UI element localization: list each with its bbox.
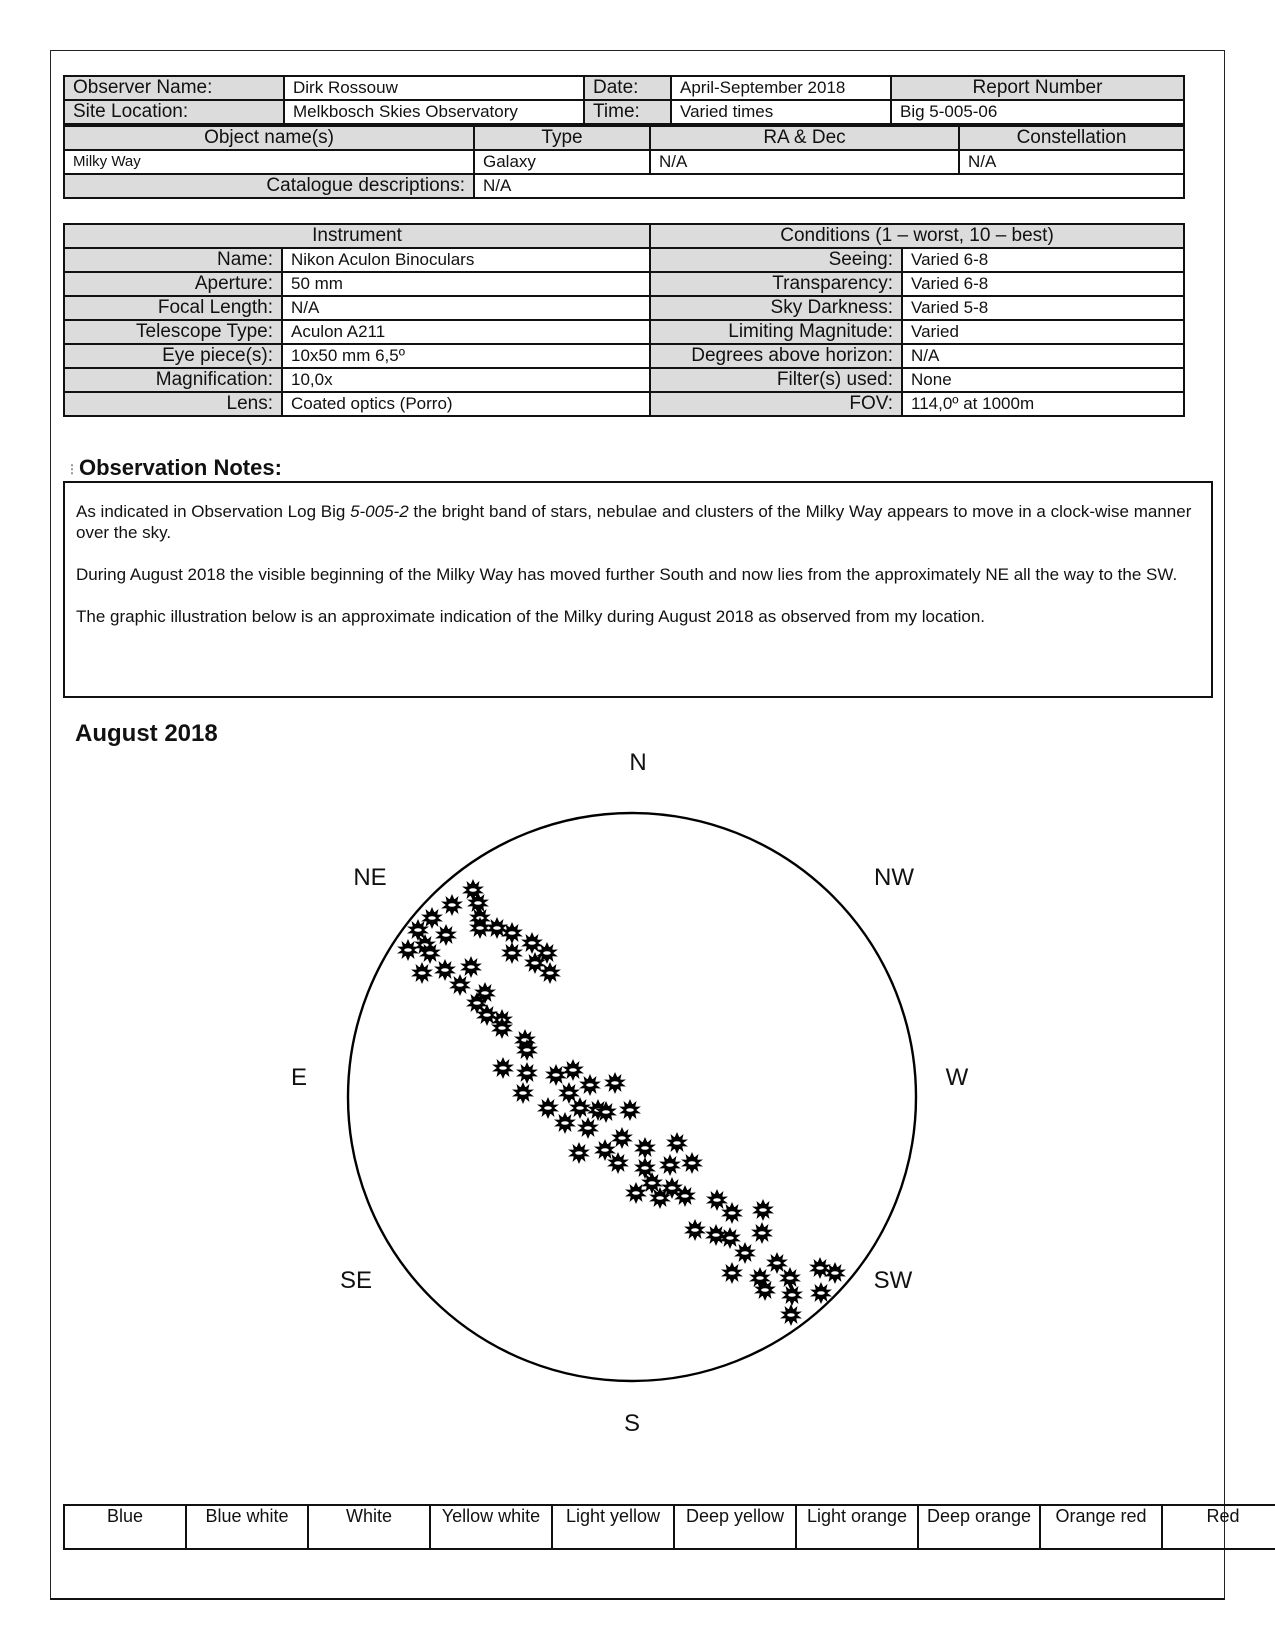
milky-way-stars — [397, 879, 846, 1326]
observer-label: Observer Name: — [64, 76, 284, 100]
date-label: Date: — [584, 76, 671, 100]
direction-e: E — [290, 1064, 308, 1091]
legend-light-orange: Light orange — [796, 1505, 918, 1549]
transparency-label: Transparency: — [650, 272, 902, 296]
sky-darkness-label: Sky Darkness: — [650, 296, 902, 320]
diagram-title: August 2018 — [75, 720, 218, 747]
observer-value: Dirk Rossouw — [284, 76, 584, 100]
legend-light-yellow: Light yellow — [552, 1505, 674, 1549]
constellation-value: N/A — [959, 150, 1184, 174]
magnification-label: Magnification: — [64, 368, 282, 392]
legend-blue-white: Blue white — [186, 1505, 308, 1549]
eyepiece-label: Eye piece(s): — [64, 344, 282, 368]
notes-paragraph-1: As indicated in Observation Log Big 5-005-2 the bright band of stars, nebulae and clusters of the Milky Way appears to move in a clock-wise manner over the sky. — [76, 502, 1192, 542]
direction-n: N — [629, 749, 647, 776]
observation-notes-title: ⋮Observation Notes: — [66, 455, 282, 480]
aperture-label: Aperture: — [64, 272, 282, 296]
ra-dec-header: RA & Dec — [650, 126, 959, 150]
legend-red: Red — [1162, 1505, 1275, 1549]
transparency-value: Varied 6-8 — [902, 272, 1184, 296]
ra-dec-value: N/A — [650, 150, 959, 174]
report-number-value: Big 5-005-06 — [891, 100, 1184, 124]
lens-value: Coated optics (Porro) — [282, 392, 650, 416]
telescope-type-label: Telescope Type: — [64, 320, 282, 344]
direction-sw: SW — [873, 1267, 913, 1294]
focal-length-label: Focal Length: — [64, 296, 282, 320]
legend-deep-orange: Deep orange — [918, 1505, 1040, 1549]
report-number-label: Report Number — [891, 76, 1184, 100]
direction-ne: NE — [353, 864, 387, 891]
instrument-name-label: Name: — [64, 248, 282, 272]
telescope-type-value: Aculon A211 — [282, 320, 650, 344]
filters-used-value: None — [902, 368, 1184, 392]
direction-se: SE — [339, 1267, 373, 1294]
notes-paragraph-3: The graphic illustration below is an approximate indication of the Milky during August 2018 as observed from my location. — [76, 607, 986, 626]
seeing-value: Varied 6-8 — [902, 248, 1184, 272]
time-value: Varied times — [671, 100, 891, 124]
filters-used-label: Filter(s) used: — [650, 368, 902, 392]
magnification-value: 10,0x — [282, 368, 650, 392]
date-value: April-September 2018 — [671, 76, 891, 100]
star-color-legend — [63, 1504, 1275, 1550]
conditions-header: Conditions (1 – worst, 10 – best) — [650, 224, 1184, 248]
legend-yellow-white: Yellow white — [430, 1505, 552, 1549]
focal-length-value: N/A — [282, 296, 650, 320]
eyepiece-value: 10x50 mm 6,5º — [282, 344, 650, 368]
object-name-value: Milky Way — [64, 150, 474, 174]
instrument-header: Instrument — [64, 224, 650, 248]
legend-deep-yellow: Deep yellow — [674, 1505, 796, 1549]
time-label: Time: — [584, 100, 671, 124]
notes-paragraph-2: During August 2018 the visible beginning of the Milky Way has moved further South and now lies from the approximately NE all the way to the SW. — [76, 565, 1178, 584]
object-name-header: Object name(s) — [64, 126, 474, 150]
direction-nw: NW — [874, 864, 914, 891]
sky-darkness-value: Varied 5-8 — [902, 296, 1184, 320]
lens-label: Lens: — [64, 392, 282, 416]
direction-s: S — [623, 1410, 641, 1437]
catalogue-label: Catalogue descriptions: — [64, 174, 474, 198]
limiting-magnitude-value: Varied — [902, 320, 1184, 344]
direction-w: W — [945, 1064, 969, 1091]
constellation-header: Constellation — [959, 126, 1184, 150]
catalogue-value: N/A — [474, 174, 1184, 198]
fov-value: 114,0º at 1000m — [902, 392, 1184, 416]
instrument-name-value: Nikon Aculon Binoculars — [282, 248, 650, 272]
fov-label: FOV: — [650, 392, 902, 416]
log-reference: 5-005-2 — [350, 502, 409, 521]
type-header: Type — [474, 126, 650, 150]
degrees-above-horizon-label: Degrees above horizon: — [650, 344, 902, 368]
site-label: Site Location: — [64, 100, 284, 124]
legend-orange-red: Orange red — [1040, 1505, 1162, 1549]
site-value: Melkbosch Skies Observatory — [284, 100, 584, 124]
seeing-label: Seeing: — [650, 248, 902, 272]
aperture-value: 50 mm — [282, 272, 650, 296]
degrees-above-horizon-value: N/A — [902, 344, 1184, 368]
legend-white: White — [308, 1505, 430, 1549]
type-value: Galaxy — [474, 150, 650, 174]
limiting-magnitude-label: Limiting Magnitude: — [650, 320, 902, 344]
legend-blue: Blue — [64, 1505, 186, 1549]
anchor-icon: ⋮ — [66, 462, 78, 477]
